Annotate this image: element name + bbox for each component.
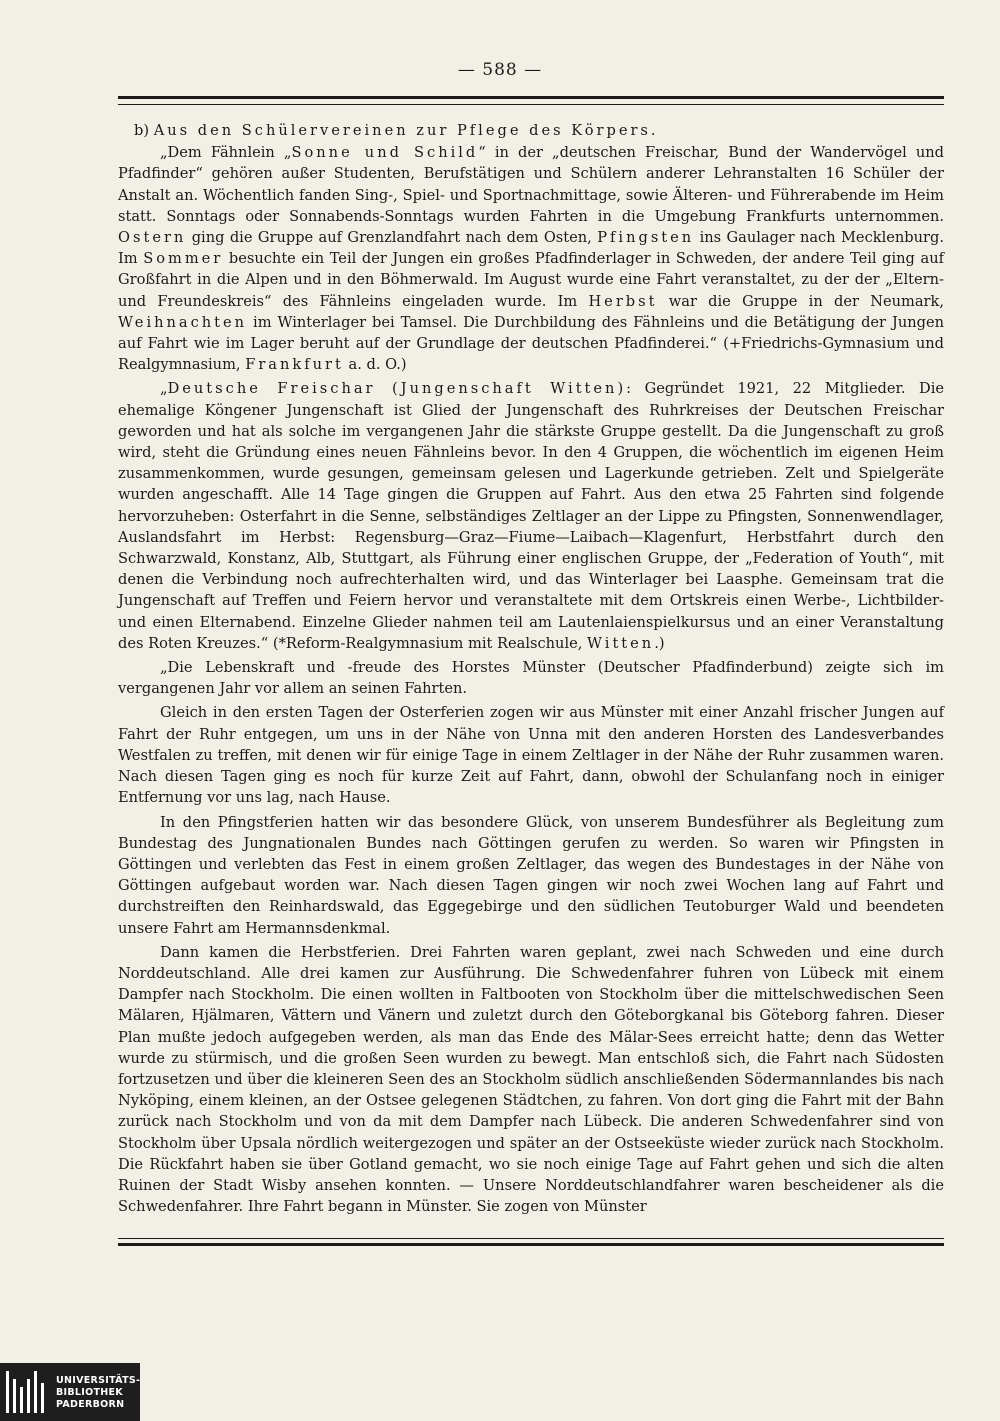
section-heading-title: Aus den Schülervereinen zur Pflege des Körpers. (153, 122, 659, 139)
spaced-emphasis-text: Pfingsten (597, 229, 695, 247)
top-rule-thick (118, 96, 944, 99)
spaced-emphasis-text: Deutsche Freischar (Jungenschaft Witten) (167, 380, 627, 398)
spaced-emphasis-text: Sonne und Schild (291, 144, 479, 162)
top-rule-thin (118, 104, 944, 105)
paragraph-text: a. d. O.) (343, 356, 407, 374)
paragraph-text: besuchte ein Teil der Jungen ein großes Pfadfinderlager in Schweden, der andere Teil ging auf Großfahrt in die Alpen und in den Böhmerwald. Im August wurde eine Fahrt veranstaltet, zu der der „Eltern- und Freundeskreis“ des Fähnleins eingeladen wurde. Im (118, 250, 944, 310)
section-heading (118, 120, 944, 141)
spaced-emphasis-text: Weihnachten (118, 313, 248, 331)
paragraph-text: Gleich in den ersten Tagen der Osterferien zogen wir aus Münster mit einer Anzahl frischer Jungen auf Fahrt der Ruhr entgegen, um uns in der Nähe von Unna mit den anderen Horsten des Landesverbandes Westfalen zu treffen, mit denen wir für einige Tage in einem Zeltlager in der Nähe der Ruhr zusammen waren. Nach diesen Tagen ging es noch für kurze Zeit auf Fahrt, dann, obwohl der Schulanfang noch in einiger Entfernung vor uns lag, nach Hause. (118, 704, 944, 807)
paragraph-text: „Dem Fähnlein „ (160, 144, 292, 162)
paragraph-text: ins Gaulager nach Mecklenburg. Im (118, 229, 944, 268)
spaced-emphasis-text: Sommer (143, 250, 224, 268)
library-logo-icon (6, 1371, 46, 1413)
paragraph (118, 142, 944, 375)
paragraph-text: Dann kamen die Herbstferien. Drei Fahrten waren geplant, zwei nach Schweden und eine durch Norddeutschland. Alle drei kamen zur Ausführung. Die Schwedenfahrer fuhren von Lübeck mit einem Dampfer nach Stockholm. Die einen wollten in Faltbooten von Stockholm über die mittelschwedischen Seen Mälaren, Hjälmaren, Vättern und Vänern und zuletzt durch den Göteborgkanal bis Göteborg fahren. Dieser Plan mußte jedoch aufgegeben werden, als man das Ende des Mälar-Sees erreicht hatte; denn das Wetter wurde zu stürmisch, und die großen Seen wurden zu bewegt. Man entschloß sich, die Fahrt nach Südosten fortzusetzen und über die kleineren Seen des an Stockholm südlich anschließenden Södermannlandes bis nach Nyköping, einem kleinen, an der Ostsee gelegenen Städtchen, zu fahren. Von dort ging die Fahrt mit der Bahn zurück nach Stockholm und von da mit dem Dampfer nach Lübeck. Die anderen Schwedenfahrer sind von Stockholm über Upsala nördlich weitergezogen und später an der Ostseeküste wieder zurück nach Stockholm. Die Rückfahrt haben sie über Gotland gemacht, wo sie noch einige Tage auf Fahrt gehen und sich die alten Ruinen der Stadt Wisby ansehen konnten. — Unsere Norddeutschlandfahrer waren bescheidener als die Schwedenfahrer. Ihre Fahrt begann in Münster. Sie zogen von Münster (118, 943, 944, 1216)
spaced-emphasis-text: Herbst (588, 292, 658, 310)
paragraph-text: “ in der „deutschen Freischar, Bund der Wandervögel und Pfadfinder“ gehören außer Studenten, Berufstätigen und Schülern anderer Lehranstalten 16 Schüler der Anstalt an. Wöchentlich fanden Sing-, Spiel- und Sportnachmittage, sowie Älteren- und Führerabende im Heim statt. Sonntags oder Sonnabends-Sonntags wurden Fahrten in die Umgebung Frankfurts unternommen. (118, 144, 944, 225)
paragraph (118, 702, 944, 808)
paragraph-text: „ (160, 380, 168, 398)
bottom-rule-thin (118, 1238, 944, 1239)
paragraph-text: : Gegründet 1921, 22 Mitglieder. Die ehemalige Köngener Jungenschaft ist Glied der Jungenschaft des Ruhrkreises der Deutschen Freischar geworden und hat als solche im vergangenen Jahr die stärkste Gruppe gestellt. Da die Jungenschaft zu groß wird, steht die Gründung eines neuen Fähnleins bevor. In den 4 Gruppen, die wöchentlich im eigenen Heim zusammenkommen, wurde gesungen, gemeinsam gelesen und Lagerkunde getrieben. Zelt und Spielgeräte wurden angeschafft. Alle 14 Tage gingen die Gruppen auf Fahrt. Aus den etwa 25 Fahrten sind folgende hervorzuheben: Osterfahrt in die Senne, selbständiges Zeltlager an der Lippe zu Pfingsten, Sonnenwendlager, Auslandsfahrt im Herbst: Regensburg—Graz—Fiume—Laibach—Klagenfurt, Herbstfahrt durch den Schwarzwald, Konstanz, Alb, Stuttgart, als Führung einer englischen Gruppe, der „Federation of Youth“, mit denen die Verbindung noch aufrechterhalten wird, und das Winterlager bei Laasphe. Gemeinsam trat die Jungenschaft auf Treffen und Feiern hervor und veranstaltete mit dem Ortskreis einen Werbe-, Lichtbilder- und einen Elternabend. Einzelne Glieder nahmen teil am Lautenlaienspielkursus und an einer Veranstaltung des Roten Kreuzes.“ (*Reform-Realgymnasium mit Realschule, (118, 380, 944, 652)
paragraph (118, 657, 944, 699)
paragraph (118, 812, 944, 939)
logo-text-line-1: UNIVERSITÄTS- (56, 1375, 141, 1386)
spaced-emphasis-text: Witten (587, 634, 655, 652)
section-heading-prefix: b) (134, 122, 154, 139)
library-logo (0, 1363, 140, 1421)
logo-text-line-2: BIBLIOTHEK (56, 1387, 123, 1398)
spaced-emphasis-text: Frankfurt (245, 356, 344, 374)
bottom-rule-thick (118, 1243, 944, 1246)
paragraph-text: im Winterlager bei Tamsel. Die Durchbildung des Fähnleins und die Betätigung der Jungen auf Fahrt wie im Lager beruht auf der Grundlage der deutschen Pfadfinderei.“ (+Friedrichs-Gymnasium und Realgymnasium, (118, 313, 944, 374)
paragraph-text: war die Gruppe in der Neumark, (657, 292, 944, 310)
logo-text-line-3: PADERBORN (56, 1399, 125, 1410)
paragraph (118, 378, 944, 654)
paragraph-text: .) (654, 634, 665, 652)
paragraph-text: ging die Gruppe auf Grenzlandfahrt nach dem Osten, (186, 229, 598, 247)
paragraph (118, 942, 944, 1218)
text-block (118, 120, 944, 1220)
spaced-emphasis-text: Ostern (118, 229, 187, 247)
paragraph-text: „Die Lebenskraft und -freude des Horstes Münster (Deutscher Pfadfinderbund) zeigte sich im vergangenen Jahr vor allem an seinen Fahrten. (118, 659, 944, 698)
paragraph-text: In den Pfingstferien hatten wir das besondere Glück, von unserem Bundesführer als Begleitung zum Bundestag des Jungnationalen Bundes nach Göttingen gerufen zu werden. So waren wir Pfingsten in Göttingen und verlebten das Fest in einem großen Zeltlager, das wegen des Bundestages in der Nähe von Göttingen aufgebaut worden war. Nach diesen Tagen gingen wir noch zwei Wochen lang auf Fahrt und durchstreiften den Reinhardswald, das Eggegebirge und den südlichen Teutoburger Wald und beendeten unsere Fahrt am Hermannsdenkmal. (118, 813, 944, 937)
page-number: — 588 — (457, 60, 543, 80)
